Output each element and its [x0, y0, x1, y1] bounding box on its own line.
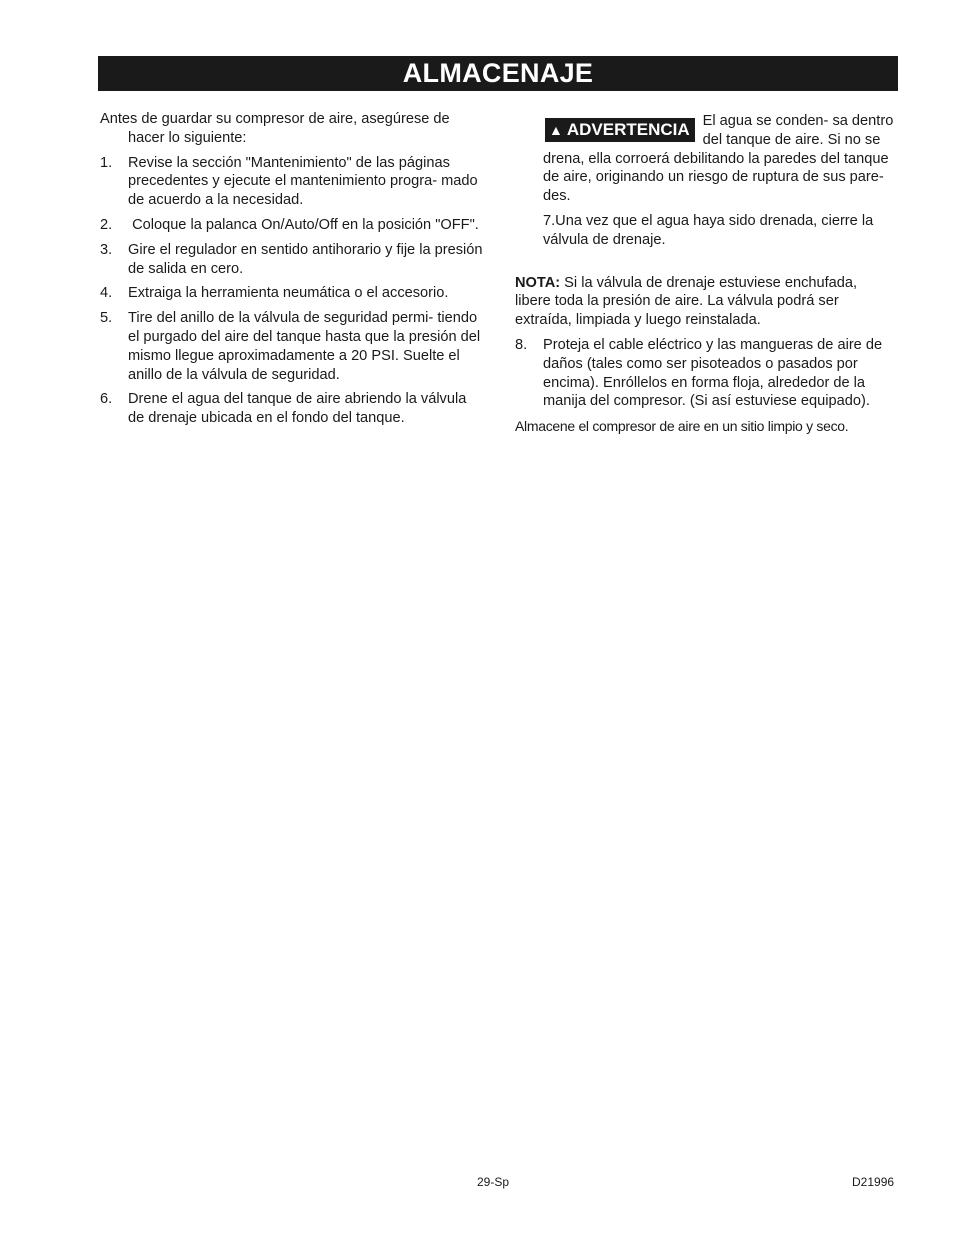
right-column [515, 112, 895, 436]
list-item [100, 284, 485, 303]
note-label: NOTA: [515, 274, 561, 291]
item-text: Tire del anillo de la válvula de seguridad permi- tiendo el purgado del aire del tanque hasta que la presión del mismo llegue aproximadamente a 20 PSI. Suelte el anillo de la válvula de seguridad. [128, 310, 481, 383]
title-bar [98, 56, 898, 91]
item-number: 8. [515, 336, 528, 353]
warning-label: ADVERTENCIA [566, 120, 690, 139]
list-item [100, 390, 485, 428]
item-number: 3. [100, 241, 113, 258]
list-item [100, 154, 485, 210]
page-title: ALMACENAJE [402, 58, 594, 88]
step-7-text: 7.Una vez que el agua haya sido drenada, cierre la válvula de drenaje. [543, 212, 874, 248]
note-text: Si la válvula de drenaje estuviese enchufada, libere toda la presión de aire. La válvula podrá ser extraída, limpiada y luego reinstalada. [515, 274, 858, 329]
item-number: 4. [100, 285, 113, 302]
item-text: Extraiga la herramienta neumática o el accesorio. [128, 285, 449, 302]
list-item [100, 309, 485, 384]
intro-text: Antes de guardar su compresor de aire, asegúrese de hacer lo siguiente: [100, 111, 450, 146]
warning-triangle-icon: ▲ [549, 122, 563, 138]
document-code: D21996 [852, 1175, 895, 1189]
warning-text: El agua se conden- sa dentro del tanque de aire. Si no se drena, ella corroerá debilitando la paredes del tanque de aire, originando un riesgo de ruptura de sus pare- des. [543, 113, 894, 205]
note-paragraph [515, 274, 895, 330]
list-item [515, 336, 895, 411]
item-text: Coloque la palanca On/Auto/Off en la posición "OFF". [128, 216, 479, 233]
warning-badge [545, 118, 695, 142]
item-text: Proteja el cable eléctrico y las mangueras de aire de daños (tales como ser pisoteados o pasados por encima). Enróllelos en forma floja, alrededor de la manija del compresor. (Si así estuviese equipado). [543, 336, 883, 410]
list-item [100, 216, 485, 235]
left-column [100, 110, 485, 434]
item-number: 2. [100, 216, 113, 233]
closing-text: Almacene el compresor de aire en un sitio limpio y seco. [515, 418, 849, 435]
list-item [100, 241, 485, 279]
item-number: 5. [100, 310, 113, 327]
warning-block [515, 112, 895, 206]
item-text: Revise la sección "Mantenimiento" de las páginas precedentes y ejecute el mantenimiento progra- mado de acuerdo a la necesidad. [128, 154, 478, 209]
item-number: 6. [100, 391, 113, 408]
item-number: 1. [100, 154, 113, 171]
item-text: Gire el regulador en sentido antihorario y fije la presión de salida en cero. [128, 241, 483, 277]
page-number: 29-Sp [477, 1175, 510, 1189]
item-text: Drene el agua del tanque de aire abriendo la válvula de drenaje ubicada en el fondo del tanque. [128, 391, 467, 427]
